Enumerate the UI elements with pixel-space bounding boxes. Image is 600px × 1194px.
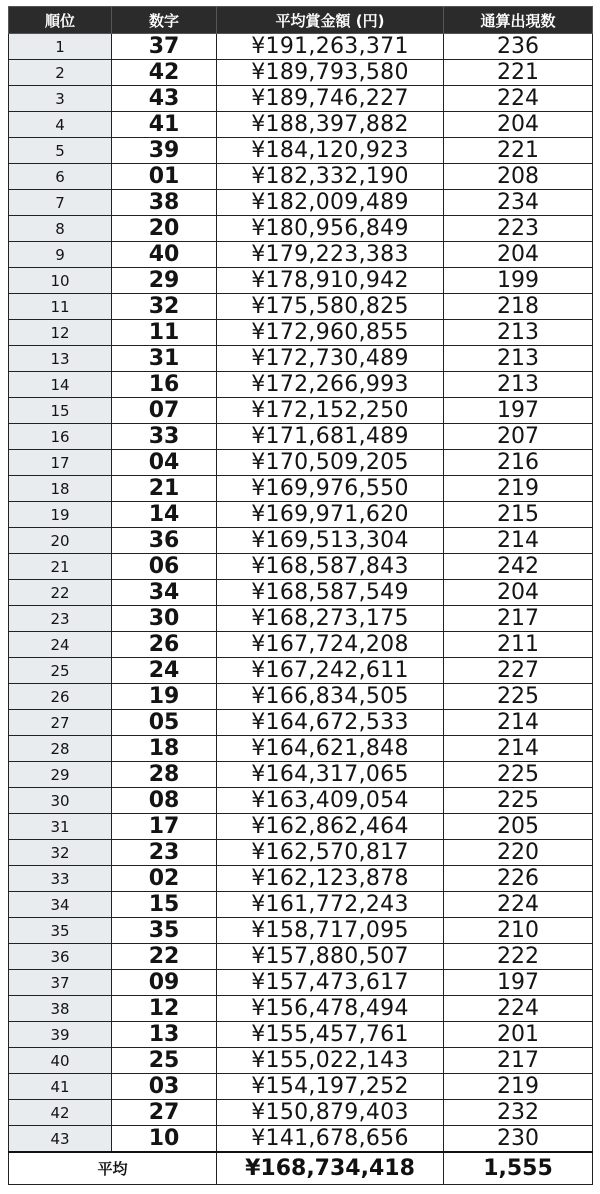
average-prize: ¥168,734,418 [217,1152,444,1185]
rank-cell: 20 [9,528,112,554]
prize-cell: ¥155,457,761 [217,1022,444,1048]
header-rank: 順位 [9,7,112,34]
prize-cell: ¥166,834,505 [217,684,444,710]
table-row [9,1126,593,1153]
rank-cell: 23 [9,606,112,632]
table-row [9,736,593,762]
table-row [9,1100,593,1126]
count-cell: 214 [444,736,593,762]
rank-cell: 10 [9,268,112,294]
prize-cell: ¥191,263,371 [217,34,444,60]
number-cell: 24 [112,658,217,684]
rank-cell: 43 [9,1126,112,1153]
rank-cell: 38 [9,996,112,1022]
rank-cell: 37 [9,970,112,996]
table-row [9,164,593,190]
count-cell: 225 [444,762,593,788]
prize-cell: ¥157,473,617 [217,970,444,996]
table-row [9,86,593,112]
number-cell: 10 [112,1126,217,1153]
number-cell: 34 [112,580,217,606]
rank-cell: 32 [9,840,112,866]
rank-cell: 21 [9,554,112,580]
prize-cell: ¥167,242,611 [217,658,444,684]
count-cell: 221 [444,138,593,164]
rank-cell: 14 [9,372,112,398]
number-cell: 27 [112,1100,217,1126]
prize-cell: ¥172,960,855 [217,320,444,346]
count-cell: 213 [444,372,593,398]
table-row [9,216,593,242]
rank-cell: 18 [9,476,112,502]
prize-cell: ¥162,862,464 [217,814,444,840]
count-cell: 214 [444,710,593,736]
prize-cell: ¥169,976,550 [217,476,444,502]
rank-cell: 6 [9,164,112,190]
average-label: 平均 [9,1152,217,1185]
count-cell: 219 [444,476,593,502]
number-cell: 16 [112,372,217,398]
number-cell: 41 [112,112,217,138]
table-row [9,658,593,684]
table-row [9,34,593,60]
count-cell: 213 [444,320,593,346]
number-cell: 37 [112,34,217,60]
prize-cell: ¥171,681,489 [217,424,444,450]
number-cell: 22 [112,944,217,970]
table-row [9,138,593,164]
count-cell: 214 [444,528,593,554]
number-cell: 42 [112,60,217,86]
table-row [9,554,593,580]
table-row [9,1022,593,1048]
count-cell: 215 [444,502,593,528]
table-row [9,60,593,86]
number-cell: 12 [112,996,217,1022]
number-cell: 43 [112,86,217,112]
rank-cell: 11 [9,294,112,320]
table-row [9,606,593,632]
table-row [9,918,593,944]
prize-cell: ¥175,580,825 [217,294,444,320]
prize-cell: ¥169,513,304 [217,528,444,554]
number-cell: 36 [112,528,217,554]
count-cell: 224 [444,996,593,1022]
number-cell: 09 [112,970,217,996]
number-cell: 39 [112,138,217,164]
table-row [9,528,593,554]
table-row [9,398,593,424]
number-cell: 05 [112,710,217,736]
table-row [9,788,593,814]
rank-cell: 25 [9,658,112,684]
prize-cell: ¥172,730,489 [217,346,444,372]
prize-cell: ¥158,717,095 [217,918,444,944]
prize-cell: ¥162,123,878 [217,866,444,892]
header-prize: 平均賞金額 (円) [217,7,444,34]
number-cell: 13 [112,1022,217,1048]
table-row [9,996,593,1022]
table-row [9,814,593,840]
number-cell: 02 [112,866,217,892]
count-cell: 204 [444,580,593,606]
rank-cell: 41 [9,1074,112,1100]
prize-cell: ¥172,152,250 [217,398,444,424]
number-cell: 03 [112,1074,217,1100]
count-cell: 234 [444,190,593,216]
prize-cell: ¥155,022,143 [217,1048,444,1074]
rank-cell: 17 [9,450,112,476]
prize-cell: ¥162,570,817 [217,840,444,866]
table-row [9,320,593,346]
rank-cell: 31 [9,814,112,840]
rank-cell: 3 [9,86,112,112]
count-cell: 219 [444,1074,593,1100]
number-cell: 35 [112,918,217,944]
table-body [9,34,593,1153]
number-cell: 04 [112,450,217,476]
table-row [9,372,593,398]
rank-cell: 24 [9,632,112,658]
number-cell: 38 [112,190,217,216]
prize-cell: ¥168,587,549 [217,580,444,606]
rank-cell: 36 [9,944,112,970]
total-count: 1,555 [444,1152,593,1185]
count-cell: 201 [444,1022,593,1048]
prize-cell: ¥141,678,656 [217,1126,444,1153]
rank-cell: 29 [9,762,112,788]
count-cell: 225 [444,788,593,814]
prize-cell: ¥178,910,942 [217,268,444,294]
prize-cell: ¥182,009,489 [217,190,444,216]
count-cell: 230 [444,1126,593,1153]
number-cell: 25 [112,1048,217,1074]
rank-cell: 7 [9,190,112,216]
rank-cell: 26 [9,684,112,710]
prize-cell: ¥161,772,243 [217,892,444,918]
count-cell: 226 [444,866,593,892]
table-row [9,632,593,658]
number-cell: 20 [112,216,217,242]
rank-cell: 4 [9,112,112,138]
count-cell: 208 [444,164,593,190]
rank-cell: 12 [9,320,112,346]
prize-cell: ¥164,672,533 [217,710,444,736]
table-row [9,112,593,138]
number-cell: 31 [112,346,217,372]
table-row [9,242,593,268]
number-cell: 29 [112,268,217,294]
count-cell: 232 [444,1100,593,1126]
prize-cell: ¥164,621,848 [217,736,444,762]
rank-cell: 2 [9,60,112,86]
header-count: 通算出現数 [444,7,593,34]
rank-cell: 35 [9,918,112,944]
count-cell: 199 [444,268,593,294]
number-cell: 14 [112,502,217,528]
prize-cell: ¥154,197,252 [217,1074,444,1100]
table-row [9,762,593,788]
table-row [9,1074,593,1100]
prize-cell: ¥168,587,843 [217,554,444,580]
rank-cell: 5 [9,138,112,164]
rank-cell: 30 [9,788,112,814]
count-cell: 221 [444,60,593,86]
count-cell: 222 [444,944,593,970]
number-cell: 18 [112,736,217,762]
number-cell: 17 [112,814,217,840]
table-row [9,710,593,736]
count-cell: 213 [444,346,593,372]
rank-cell: 42 [9,1100,112,1126]
prize-stats-table [8,6,593,1185]
prize-cell: ¥189,746,227 [217,86,444,112]
table-row [9,944,593,970]
rank-cell: 22 [9,580,112,606]
count-cell: 217 [444,1048,593,1074]
count-cell: 223 [444,216,593,242]
count-cell: 224 [444,86,593,112]
number-cell: 19 [112,684,217,710]
prize-cell: ¥182,332,190 [217,164,444,190]
prize-cell: ¥164,317,065 [217,762,444,788]
rank-cell: 1 [9,34,112,60]
count-cell: 220 [444,840,593,866]
table-row [9,476,593,502]
prize-cell: ¥156,478,494 [217,996,444,1022]
table-row [9,450,593,476]
rank-cell: 34 [9,892,112,918]
number-cell: 11 [112,320,217,346]
count-cell: 236 [444,34,593,60]
table-row [9,424,593,450]
rank-cell: 28 [9,736,112,762]
rank-cell: 39 [9,1022,112,1048]
number-cell: 07 [112,398,217,424]
count-cell: 227 [444,658,593,684]
prize-cell: ¥170,509,205 [217,450,444,476]
count-cell: 207 [444,424,593,450]
rank-cell: 9 [9,242,112,268]
header-number: 数字 [112,7,217,34]
prize-cell: ¥184,120,923 [217,138,444,164]
rank-cell: 40 [9,1048,112,1074]
number-stats-sheet [8,6,592,1188]
table-row [9,866,593,892]
number-cell: 26 [112,632,217,658]
count-cell: 242 [444,554,593,580]
table-row [9,684,593,710]
prize-cell: ¥188,397,882 [217,112,444,138]
average-row [9,1152,593,1185]
rank-cell: 19 [9,502,112,528]
number-cell: 23 [112,840,217,866]
count-cell: 210 [444,918,593,944]
number-cell: 40 [112,242,217,268]
rank-cell: 13 [9,346,112,372]
table-row [9,294,593,320]
count-cell: 224 [444,892,593,918]
table-row [9,1048,593,1074]
prize-cell: ¥169,971,620 [217,502,444,528]
rank-cell: 15 [9,398,112,424]
table-row [9,580,593,606]
prize-cell: ¥163,409,054 [217,788,444,814]
prize-cell: ¥180,956,849 [217,216,444,242]
prize-cell: ¥172,266,993 [217,372,444,398]
number-cell: 15 [112,892,217,918]
table-row [9,268,593,294]
count-cell: 205 [444,814,593,840]
table-row [9,346,593,372]
prize-cell: ¥157,880,507 [217,944,444,970]
prize-cell: ¥150,879,403 [217,1100,444,1126]
table-row [9,970,593,996]
count-cell: 197 [444,398,593,424]
prize-cell: ¥167,724,208 [217,632,444,658]
rank-cell: 33 [9,866,112,892]
count-cell: 197 [444,970,593,996]
number-cell: 32 [112,294,217,320]
number-cell: 08 [112,788,217,814]
header-row [9,7,593,34]
rank-cell: 27 [9,710,112,736]
prize-cell: ¥189,793,580 [217,60,444,86]
count-cell: 216 [444,450,593,476]
table-row [9,892,593,918]
rank-cell: 8 [9,216,112,242]
number-cell: 30 [112,606,217,632]
number-cell: 33 [112,424,217,450]
count-cell: 204 [444,112,593,138]
table-row [9,190,593,216]
number-cell: 06 [112,554,217,580]
table-row [9,840,593,866]
table-row [9,502,593,528]
number-cell: 28 [112,762,217,788]
prize-cell: ¥168,273,175 [217,606,444,632]
prize-cell: ¥179,223,383 [217,242,444,268]
count-cell: 218 [444,294,593,320]
count-cell: 204 [444,242,593,268]
rank-cell: 16 [9,424,112,450]
count-cell: 211 [444,632,593,658]
number-cell: 01 [112,164,217,190]
count-cell: 217 [444,606,593,632]
count-cell: 225 [444,684,593,710]
number-cell: 21 [112,476,217,502]
